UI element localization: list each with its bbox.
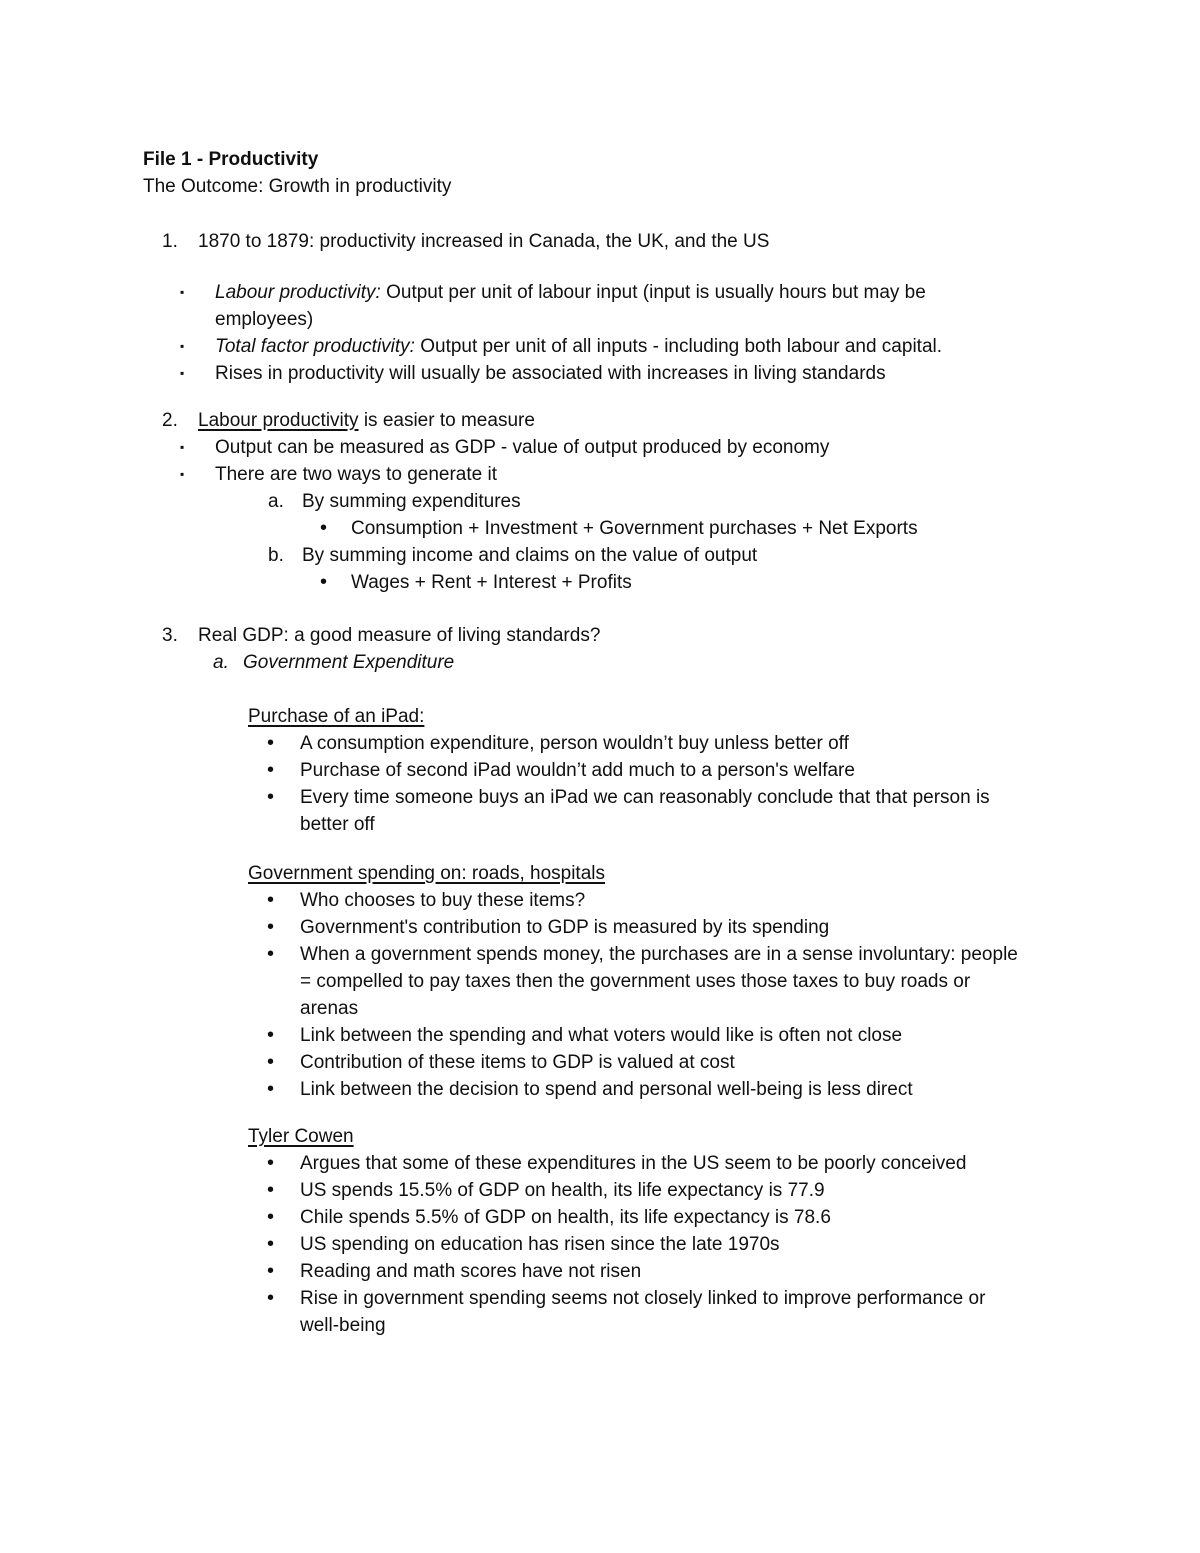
bullet-text: Labour productivity: Output per unit of labour input (input is usually hours but may be employees) (215, 282, 926, 330)
bullet-item (0, 1285, 1200, 1339)
round-bullet-icon: • (320, 571, 328, 593)
bullet-item (0, 461, 1200, 488)
list-item-text: Labour productivity is easier to measure (198, 410, 535, 431)
bullet-item (0, 730, 1200, 757)
list-number: 2. (162, 410, 178, 431)
bullet-text: Rises in productivity will usually be associated with increases in living standards (215, 363, 886, 384)
round-bullet-icon: • (267, 786, 275, 808)
bullet-text: Total factor productivity: Output per unit of all inputs - including both labour and capital. (215, 336, 943, 357)
bullet-text: Output can be measured as GDP - value of output produced by economy (215, 437, 830, 458)
v-gap (0, 838, 1200, 860)
sub-item-a (0, 488, 1200, 515)
list-item-1 (0, 228, 1200, 255)
bullet-text: US spends 15.5% of GDP on health, its life expectancy is 77.9 (300, 1180, 825, 1201)
bullet-text: Chile spends 5.5% of GDP on health, its life expectancy is 78.6 (300, 1207, 831, 1228)
list-item-text: Real GDP: a good measure of living standards? (198, 625, 601, 646)
v-gap (0, 1103, 1200, 1123)
bullet-item (0, 784, 1200, 838)
bullet-item (0, 1177, 1200, 1204)
bullet-text: Who chooses to buy these items? (300, 890, 586, 911)
round-bullet-icon: • (267, 1078, 275, 1100)
bullet-text: Rise in government spending seems not closely linked to improve performance or well-being (300, 1288, 986, 1336)
bullet-text: Link between the decision to spend and personal well-being is less direct (300, 1079, 913, 1100)
round-bullet-icon: • (267, 1051, 275, 1073)
bullet-item (0, 1049, 1200, 1076)
bullet-item (0, 1258, 1200, 1285)
bullet-item (0, 757, 1200, 784)
bullet-text: Argues that some of these expenditures in the US seem to be poorly conceived (300, 1153, 967, 1174)
round-bullet-icon: • (267, 1152, 275, 1174)
sub-item-a (0, 649, 1200, 676)
bullet-item (0, 333, 1200, 360)
round-bullet-icon: • (267, 1287, 275, 1309)
bullet-text: Purchase of second iPad wouldn’t add much to a person's welfare (300, 760, 855, 781)
bullet-item (0, 569, 1200, 596)
round-bullet-icon: • (320, 517, 328, 539)
sub-item-marker: a. (268, 491, 284, 512)
round-bullet-icon: • (267, 1179, 275, 1201)
v-gap (0, 387, 1200, 407)
round-bullet-icon: • (267, 1233, 275, 1255)
bullet-item (0, 914, 1200, 941)
round-bullet-icon: • (267, 1024, 275, 1046)
square-bullet-icon: ▪ (180, 467, 185, 481)
subheading-ipad: Purchase of an iPad: (248, 706, 425, 727)
bullet-item (0, 887, 1200, 914)
subheading-tyler-cowen: Tyler Cowen (248, 1126, 354, 1147)
bullet-text: Government's contribution to GDP is measured by its spending (300, 917, 830, 938)
bullet-text: When a government spends money, the purchases are in a sense involuntary: people = compelled to pay taxes then the government uses those taxes to buy roads or arenas (300, 944, 1018, 1019)
v-gap (0, 676, 1200, 703)
square-bullet-icon: ▪ (180, 366, 185, 380)
sub-item-marker: a. (213, 652, 229, 673)
sub-item-text: By summing income and claims on the value of output (302, 545, 758, 566)
v-gap (0, 255, 1200, 279)
sub-item-text: By summing expenditures (302, 491, 521, 512)
list-item-3 (0, 622, 1200, 649)
round-bullet-icon: • (267, 943, 275, 965)
round-bullet-icon: • (267, 889, 275, 911)
bullet-item (0, 434, 1200, 461)
sub-item-marker: b. (268, 545, 284, 566)
list-item-2 (0, 407, 1200, 434)
round-bullet-icon: • (267, 916, 275, 938)
doc-subtitle: The Outcome: Growth in productivity (143, 176, 452, 197)
bullet-item (0, 360, 1200, 387)
bullet-item (0, 941, 1200, 1022)
bullet-item (0, 1150, 1200, 1177)
round-bullet-icon: • (267, 732, 275, 754)
square-bullet-icon: ▪ (180, 440, 185, 454)
list-item-text: 1870 to 1879: productivity increased in Canada, the UK, and the US (198, 231, 770, 252)
round-bullet-icon: • (267, 1260, 275, 1282)
list-number: 1. (162, 231, 178, 252)
bullet-text: Contribution of these items to GDP is valued at cost (300, 1052, 735, 1073)
bullet-text: Every time someone buys an iPad we can reasonably conclude that that person is better off (300, 787, 990, 835)
round-bullet-icon: • (267, 1206, 275, 1228)
v-gap (0, 200, 1200, 228)
bullet-text: Link between the spending and what voters would like is often not close (300, 1025, 903, 1046)
bullet-item (0, 1076, 1200, 1103)
bullet-item (0, 515, 1200, 542)
square-bullet-icon: ▪ (180, 339, 185, 353)
round-bullet-icon: • (267, 759, 275, 781)
bullet-item (0, 1231, 1200, 1258)
bullet-text: US spending on education has risen since the late 1970s (300, 1234, 780, 1255)
bullet-text: Reading and math scores have not risen (300, 1261, 642, 1282)
sub-item-b (0, 542, 1200, 569)
bullet-text: Consumption + Investment + Government purchases + Net Exports (351, 518, 918, 539)
doc-title: File 1 - Productivity (143, 149, 319, 170)
list-number: 3. (162, 625, 178, 646)
bullet-text: Wages + Rent + Interest + Profits (351, 572, 632, 593)
sub-item-text: Government Expenditure (243, 652, 455, 673)
bullet-text: There are two ways to generate it (215, 464, 497, 485)
bullet-text: A consumption expenditure, person wouldn’t buy unless better off (300, 733, 849, 754)
v-gap (0, 596, 1200, 622)
subheading-government-spending: Government spending on: roads, hospitals (248, 863, 605, 884)
bullet-item (0, 1022, 1200, 1049)
bullet-item (0, 279, 1200, 333)
square-bullet-icon: ▪ (180, 285, 185, 299)
bullet-item (0, 1204, 1200, 1231)
